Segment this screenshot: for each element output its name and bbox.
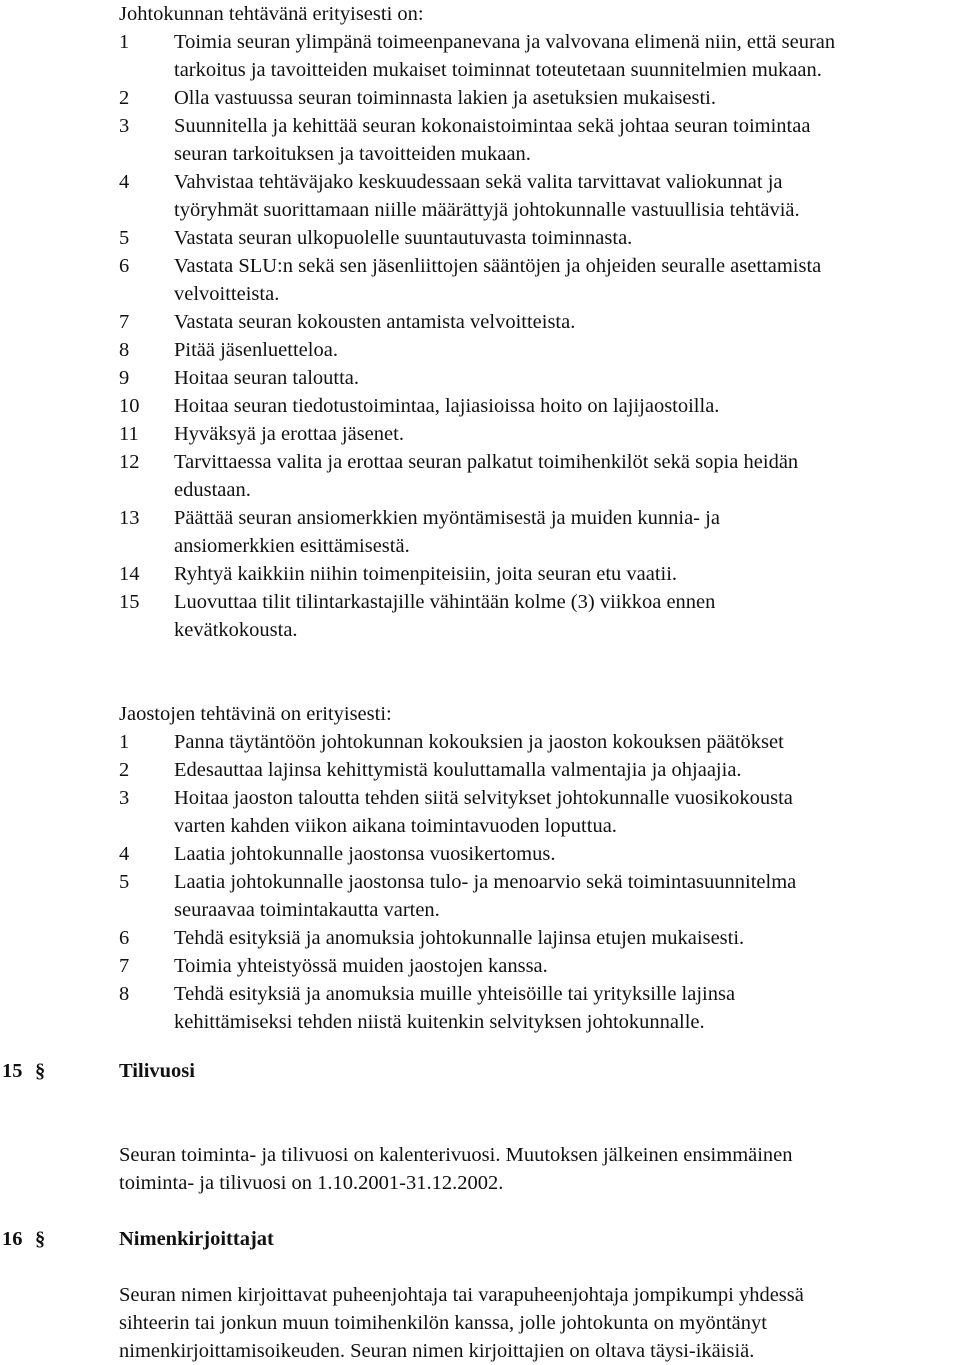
board-duty-item (119, 28, 949, 84)
section-15-title: Tilivuosi (119, 1060, 195, 1082)
board-duty-item-line: Pitää jäsenluetteloa. (174, 339, 338, 361)
board-duty-item-text (174, 112, 949, 168)
board-duty-item-text (174, 336, 949, 364)
board-duty-item (119, 364, 949, 392)
board-duty-item-line: Toimia seuran ylimpänä toimeenpanevana ja valvovana elimenä niin, että seuran (174, 31, 836, 53)
section-15-text (119, 1141, 949, 1197)
section-duty-item-text (174, 952, 949, 980)
section-duty-item-text (174, 980, 949, 1036)
section-duty-item-number: 3 (119, 787, 130, 809)
board-duty-item (119, 224, 949, 252)
board-duty-item-line: Suunnitella ja kehittää seuran kokonaistoimintaa sekä johtaa seuran toimintaa (174, 115, 811, 137)
board-duty-item-number: 11 (119, 423, 139, 445)
board-duty-item-line: Päättää seuran ansiomerkkien myöntämisestä ja muiden kunnia- ja (174, 507, 720, 529)
board-duty-item (119, 308, 949, 336)
board-duty-item-line: kevätkokousta. (174, 619, 298, 641)
section-duty-item-line: Panna täytäntöön johtokunnan kokouksien ja jaoston kokouksen päätökset (174, 731, 784, 753)
board-duty-item-text (174, 168, 949, 224)
section-duty-item-text (174, 728, 949, 756)
section-duty-item (119, 840, 949, 868)
spacer (119, 672, 949, 700)
board-duty-item-line: Hoitaa seuran tiedotustoimintaa, lajiasioissa hoito on lajijaostoilla. (174, 395, 720, 417)
section-duty-item-line: Laatia johtokunnalle jaostonsa tulo- ja menoarvio sekä toimintasuunnitelma (174, 871, 797, 893)
board-duty-item-text (174, 560, 949, 588)
section-duty-item-line: varten kahden viikon aikana toimintavuoden loputtua. (174, 815, 617, 837)
board-duty-item (119, 560, 949, 588)
board-duty-item (119, 252, 949, 308)
section-duty-item-line: Laatia johtokunnalle jaostonsa vuosikertomus. (174, 843, 556, 865)
section-duty-item-number: 1 (119, 731, 130, 753)
board-duties-list (119, 28, 949, 644)
board-duty-item (119, 448, 949, 504)
board-duty-item-text (174, 84, 949, 112)
section-duty-item-line: seuraavaa toimintakautta varten. (174, 899, 440, 921)
board-duty-item (119, 392, 949, 420)
section-15-line: Seuran toiminta- ja tilivuosi on kalenterivuosi. Muutoksen jälkeinen ensimmäinen (119, 1144, 793, 1166)
section-duty-item-number: 8 (119, 983, 130, 1005)
board-duty-item-line: Tarvittaessa valita ja erottaa seuran palkatut toimihenkilöt sekä sopia heidän (174, 451, 799, 473)
duties-content (119, 0, 949, 1036)
board-duty-item-text (174, 224, 949, 252)
board-duty-item-line: seuran tarkoituksen ja tavoitteiden mukaan. (174, 143, 531, 165)
board-duty-item-line: Hoitaa seuran taloutta. (174, 367, 360, 389)
board-duty-item (119, 588, 949, 644)
section-duty-item-number: 6 (119, 927, 130, 949)
board-duty-item (119, 84, 949, 112)
section-duty-item-line: Hoitaa jaoston taloutta tehden siitä selvitykset johtokunnalle vuosikokousta (174, 787, 793, 809)
board-duty-item-text (174, 448, 949, 504)
board-duty-item (119, 112, 949, 168)
section-16-text (119, 1281, 949, 1365)
board-duty-item-text (174, 392, 949, 420)
section-duty-item (119, 784, 949, 840)
section-15-line: toiminta- ja tilivuosi on 1.10.2001-31.12.2002. (119, 1172, 504, 1194)
section-16-line: sihteerin tai jonkun muun toimihenkilön kanssa, jolle johtokunta on myöntänyt (119, 1312, 767, 1334)
board-duty-item-text (174, 588, 949, 644)
section-duty-item-text (174, 756, 949, 784)
board-duty-item-number: 6 (119, 255, 130, 277)
section-duty-item-text (174, 840, 949, 868)
board-duty-item-number: 10 (119, 395, 140, 417)
board-duty-item-number: 1 (119, 31, 130, 53)
board-duty-item-line: edustaan. (174, 479, 251, 501)
section-duty-item (119, 980, 949, 1036)
board-duty-item-line: Vastata SLU:n sekä sen jäsenliittojen sääntöjen ja ohjeiden seuralle asettamista (174, 255, 822, 277)
board-duty-item (119, 168, 949, 224)
board-duty-item-line: Vastata seuran ulkopuolelle suuntautuvasta toiminnasta. (174, 227, 633, 249)
section-duty-item (119, 868, 949, 924)
section-16-line: Seuran nimen kirjoittavat puheenjohtaja tai varapuheenjohtaja jompikumpi yhdessä (119, 1284, 804, 1306)
section-sign-icon: § (35, 1228, 46, 1250)
board-duty-item-text (174, 420, 949, 448)
section-15-number: 15 (2, 1060, 23, 1082)
board-duty-item-text (174, 28, 949, 84)
board-duty-item (119, 336, 949, 364)
section-duty-item-text (174, 784, 949, 840)
board-duty-item-number: 2 (119, 87, 130, 109)
board-duties-intro: Johtokunnan tehtävänä erityisesti on: (119, 3, 424, 25)
section-duty-item-text (174, 924, 949, 952)
board-duty-item-text (174, 504, 949, 560)
section-16-line: nimenkirjoittamisoikeuden. Seuran nimen kirjoittajien on oltava täysi-ikäisiä. (119, 1340, 755, 1362)
board-duty-item-line: Olla vastuussa seuran toiminnasta lakien ja asetuksien mukaisesti. (174, 87, 716, 109)
section-duty-item-number: 2 (119, 759, 130, 781)
board-duty-item-text (174, 252, 949, 308)
section-duty-item-text (174, 868, 949, 924)
board-duty-item-text (174, 364, 949, 392)
section-duty-item (119, 756, 949, 784)
section-duty-item (119, 924, 949, 952)
board-duty-item-line: työryhmät suorittamaan niille määrättyjä johtokunnalle vastuullisia tehtäviä. (174, 199, 800, 221)
board-duty-item-number: 4 (119, 171, 130, 193)
board-duty-item-text (174, 308, 949, 336)
board-duty-item-line: Vahvistaa tehtäväjako keskuudessaan sekä valita tarvittavat valiokunnat ja (174, 171, 783, 193)
section-duty-item-number: 7 (119, 955, 130, 977)
board-duty-item-number: 12 (119, 451, 140, 473)
section-duties-list (119, 728, 949, 1036)
board-duty-item-line: velvoitteista. (174, 283, 280, 305)
board-duty-item-number: 15 (119, 591, 140, 613)
board-duty-item-number: 3 (119, 115, 130, 137)
section-duty-item-line: kehittämiseksi tehden niistä kuitenkin selvityksen johtokunnalle. (174, 1011, 705, 1033)
section-duty-item (119, 728, 949, 756)
section-duty-item-line: Edesauttaa lajinsa kehittymistä kouluttamalla valmentajia ja ohjaajia. (174, 759, 742, 781)
board-duty-item-number: 8 (119, 339, 130, 361)
board-duty-item-number: 5 (119, 227, 130, 249)
section-sign-icon: § (35, 1060, 46, 1082)
section-16-number: 16 (2, 1228, 23, 1250)
section-duties-intro: Jaostojen tehtävinä on erityisesti: (119, 703, 392, 725)
board-duty-item-number: 14 (119, 563, 140, 585)
section-duty-item-line: Toimia yhteistyössä muiden jaostojen kanssa. (174, 955, 548, 977)
board-duty-item (119, 504, 949, 560)
board-duty-item-line: Ryhtyä kaikkiin niihin toimenpiteisiin, joita seuran etu vaatii. (174, 563, 678, 585)
board-duty-item-line: Luovuttaa tilit tilintarkastajille vähintään kolme (3) viikkoa ennen (174, 591, 716, 613)
board-duty-item-number: 7 (119, 311, 130, 333)
section-duty-item-number: 5 (119, 871, 130, 893)
board-duty-item-line: Vastata seuran kokousten antamista velvoitteista. (174, 311, 576, 333)
section-duty-item-number: 4 (119, 843, 130, 865)
section-duty-item-line: Tehdä esityksiä ja anomuksia muille yhteisöille tai yrityksille lajinsa (174, 983, 736, 1005)
section-duty-item (119, 952, 949, 980)
section-duty-item-line: Tehdä esityksiä ja anomuksia johtokunnalle lajinsa etujen mukaisesti. (174, 927, 745, 949)
board-duty-item (119, 420, 949, 448)
board-duty-item-line: tarkoitus ja tavoitteiden mukaiset toiminnat toteutetaan suunnitelmien mukaan. (174, 59, 822, 81)
spacer (119, 644, 949, 672)
board-duty-item-number: 13 (119, 507, 140, 529)
board-duty-item-line: ansiomerkkien esittämisestä. (174, 535, 410, 557)
section-16-title: Nimenkirjoittajat (119, 1228, 274, 1250)
board-duty-item-line: Hyväksyä ja erottaa jäsenet. (174, 423, 404, 445)
board-duty-item-number: 9 (119, 367, 130, 389)
